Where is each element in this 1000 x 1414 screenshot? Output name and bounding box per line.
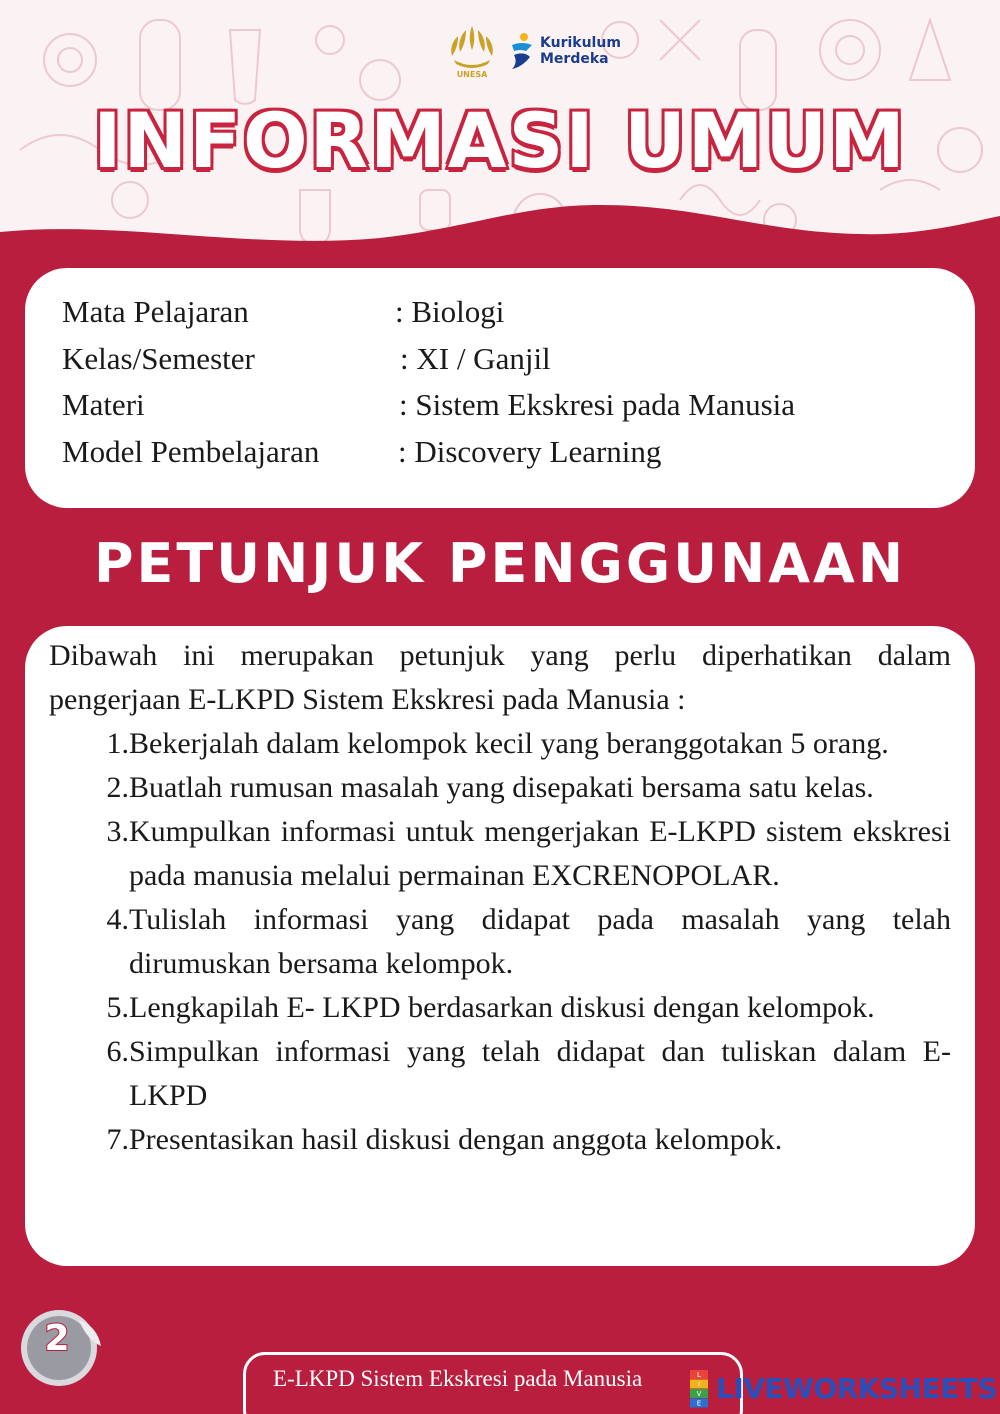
list-item	[49, 1118, 951, 1162]
step-text: Kumpulkan informasi untuk mengerjakan E-LKPD sistem ekskresi pada manusia melalui permainan EXCRENOPOLAR.	[129, 815, 951, 892]
section-title-guide: PETUNJUK PENGGUNAAN	[93, 532, 907, 595]
lw-mark-letter: E	[696, 1399, 702, 1408]
merdeka-text: Merdeka	[540, 51, 609, 67]
step-text: Buatlah rumusan masalah yang disepakati bersama satu kelas.	[129, 771, 874, 804]
step-number: 7.	[106, 1123, 129, 1156]
info-label: Mata Pelajaran	[62, 294, 249, 329]
page-number: 2	[44, 1318, 70, 1359]
liveworksheets-logo-icon	[690, 1370, 708, 1408]
list-item	[49, 986, 951, 1030]
info-label: Materi	[62, 387, 145, 422]
guide-card	[25, 626, 975, 1266]
kurikulum-text: Kurikulum	[540, 35, 621, 51]
list-item	[49, 722, 951, 766]
info-value: : Sistem Ekskresi pada Manusia	[399, 387, 796, 422]
lw-mark-letter: I	[697, 1380, 701, 1389]
step-text: Presentasikan hasil diskusi dengan anggota kelompok.	[129, 1123, 783, 1156]
info-card	[25, 268, 975, 508]
unesa-logo-text: UNESA	[456, 70, 488, 79]
footer-document-title: E-LKPD Sistem Ekskresi pada Manusia	[273, 1366, 643, 1391]
step-text: Tulislah informasi yang didapat pada masalah yang telah dirumuskan bersama kelompok.	[129, 903, 951, 980]
step-number: 2.	[106, 771, 129, 804]
info-value: : XI / Ganjil	[400, 341, 551, 376]
guide-intro: Dibawah ini merupakan petunjuk yang perlu diperhatikan dalam pengerjaan E-LKPD Sistem Ekskresi pada Manusia :	[49, 639, 951, 716]
step-number: 3.	[106, 815, 129, 848]
lw-mark-letter: V	[696, 1390, 702, 1398]
step-text: Lengkapilah E- LKPD berdasarkan diskusi dengan kelompok.	[129, 991, 875, 1024]
page-title: INFORMASI UMUM	[93, 96, 907, 185]
step-number: 1.	[106, 727, 129, 760]
list-item	[49, 766, 951, 810]
header-logos	[440, 22, 621, 80]
step-text: Simpulkan informasi yang telah didapat dan tuliskan dalam E-LKPD	[129, 1035, 951, 1112]
info-label: Model Pembelajaran	[62, 434, 320, 469]
info-label: Kelas/Semester	[62, 341, 255, 376]
step-text: Bekerjalah dalam kelompok kecil yang beranggotakan 5 orang.	[129, 727, 889, 760]
list-item	[49, 898, 951, 986]
kurikulum-merdeka-icon	[508, 31, 536, 71]
step-number: 6.	[106, 1035, 129, 1068]
liveworksheets-watermark[interactable]: LIVEWORKSHEETS	[716, 1372, 998, 1405]
info-value: : Discovery Learning	[398, 434, 662, 469]
list-item	[49, 810, 951, 898]
guide-steps-list	[49, 722, 951, 1162]
info-value: : Biologi	[395, 294, 505, 329]
lw-mark-letter: L	[697, 1371, 701, 1379]
unesa-logo	[440, 22, 504, 80]
kurikulum-merdeka-logo	[508, 31, 621, 71]
list-item	[49, 1030, 951, 1118]
step-number: 4.	[106, 903, 129, 936]
step-number: 5.	[106, 991, 129, 1024]
